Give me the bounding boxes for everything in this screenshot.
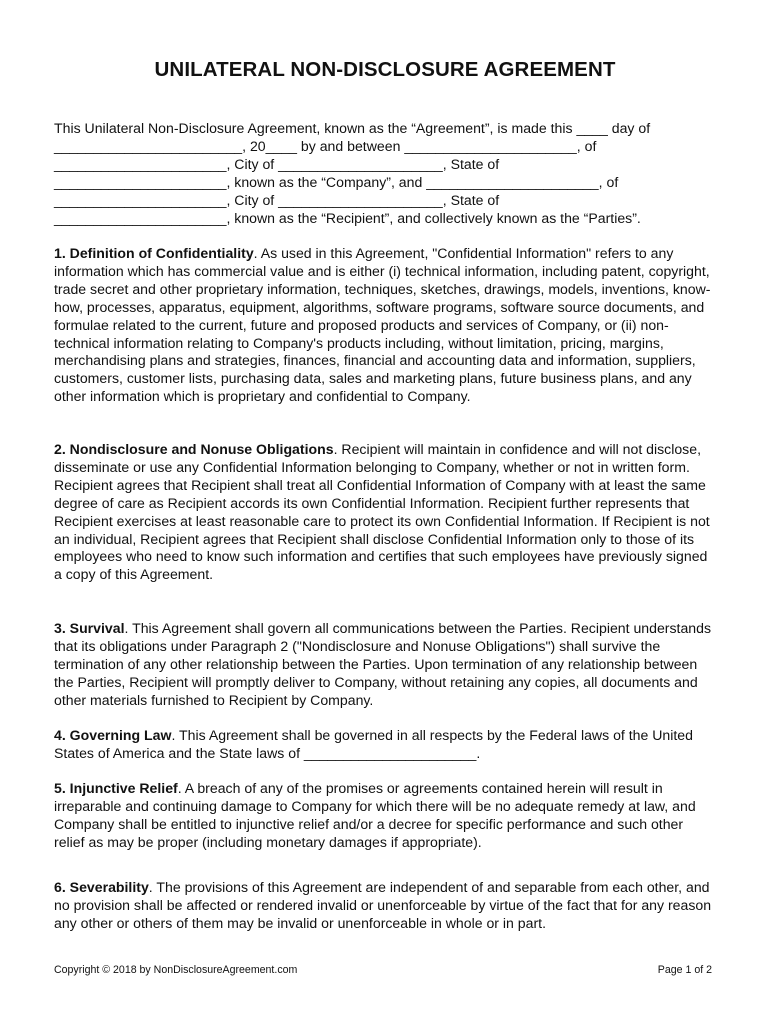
footer-page-number: Page 1 of 2 xyxy=(657,964,712,976)
section-injunctive-relief xyxy=(54,780,714,852)
intro-line: ________________________, 20____ by and between ______________________, of xyxy=(54,137,597,154)
section-nondisclosure-obligations xyxy=(54,441,714,584)
section-body: . This Agreement shall govern all communications between the Parties. Recipient understands that its obligations under Paragraph 2 ("Nondisclosure and Nonuse Obligations") shall survive the termination of any other relationship between the Parties. Upon termination of any relationship between the Parties, Recipient will promptly deliver to Company, without retaining any copies, all documents and other materials furnished to Recipient by Company. xyxy=(54,620,712,708)
intro-line: ______________________, known as the “Company”, and ______________________, of xyxy=(54,173,619,190)
section-definition-of-confidentiality xyxy=(54,245,714,406)
section-heading: 2. Nondisclosure and Nonuse Obligations xyxy=(54,441,334,457)
section-heading: 3. Survival xyxy=(54,620,125,636)
document-title: UNILATERAL NON-DISCLOSURE AGREEMENT xyxy=(154,58,616,81)
section-governing-law xyxy=(54,727,714,763)
section-body: . As used in this Agreement, "Confidential Information" refers to any information which has commercial value and is either (i) technical information, including patent, copyright, trade secret and other proprietary information, techniques, sketches, drawings, models, inventions, know-how, processes, apparatus, equipment, algorithms, software programs, software source documents, and formulae related to the current, future and proposed products and services of Company, or (ii) non-technical information relating to Company's products including, without limitation, pricing, margins, merchandising plans and strategies, finances, financial and accounting data and information, suppliers, customers, customer lists, purchasing data, sales and marketing plans, future business plans, and any other information which is proprietary and confidential to Company. xyxy=(54,245,711,405)
intro-line: ______________________, City of _____________________, State of xyxy=(54,191,500,208)
section-body: . This Agreement shall be governed in all respects by the Federal laws of the United States of America and the State laws of ______________________. xyxy=(54,727,693,761)
section-body: . The provisions of this Agreement are independent of and separable from each other, and no provision shall be affected or rendered invalid or unenforceable by virtue of the fact that for any reason any other or others of them may be invalid or unenforceable in whole or in part. xyxy=(54,879,712,931)
section-heading: 6. Severability xyxy=(54,879,149,895)
intro-line: ______________________, City of _____________________, State of xyxy=(54,155,500,172)
section-body: . A breach of any of the promises or agreements contained herein will result in irreparable and continuing damage to Company for which there will be no adequate remedy at law, and Company shall be entitled to injunctive relief and/or a decree for specific performance and such other relief as may be proper (including monetary damages if appropriate). xyxy=(54,780,696,850)
section-heading: 5. Injunctive Relief xyxy=(54,780,178,796)
section-heading: 4. Governing Law xyxy=(54,727,172,743)
intro-line: This Unilateral Non-Disclosure Agreement, known as the “Agreement”, is made this ____ day of xyxy=(54,120,651,136)
section-severability xyxy=(54,879,714,933)
section-body: . Recipient will maintain in confidence and will not disclose, disseminate or use any Confidential Information belonging to Company, whether or not in written form. Recipient agrees that Recipient shall treat all Confidential Information of Company with at least the same degree of care as Recipient accords its own Confidential Information. Recipient further represents that Recipient exercises at least reasonable care to protect its own Confidential Information. If Recipient is not an individual, Recipient agrees that Recipient shall disclose Confidential Information only to those of its employees who need to know such information and certifies that such employees have previously signed a copy of this Agreement. xyxy=(54,441,710,583)
section-survival xyxy=(54,620,714,710)
footer-copyright: Copyright © 2018 by NonDisclosureAgreement.com xyxy=(54,964,298,976)
section-heading: 1. Definition of Confidentiality xyxy=(54,245,254,261)
intro-paragraph xyxy=(54,120,714,227)
intro-line: ______________________, known as the “Recipient”, and collectively known as the “Parties”. xyxy=(54,209,641,226)
